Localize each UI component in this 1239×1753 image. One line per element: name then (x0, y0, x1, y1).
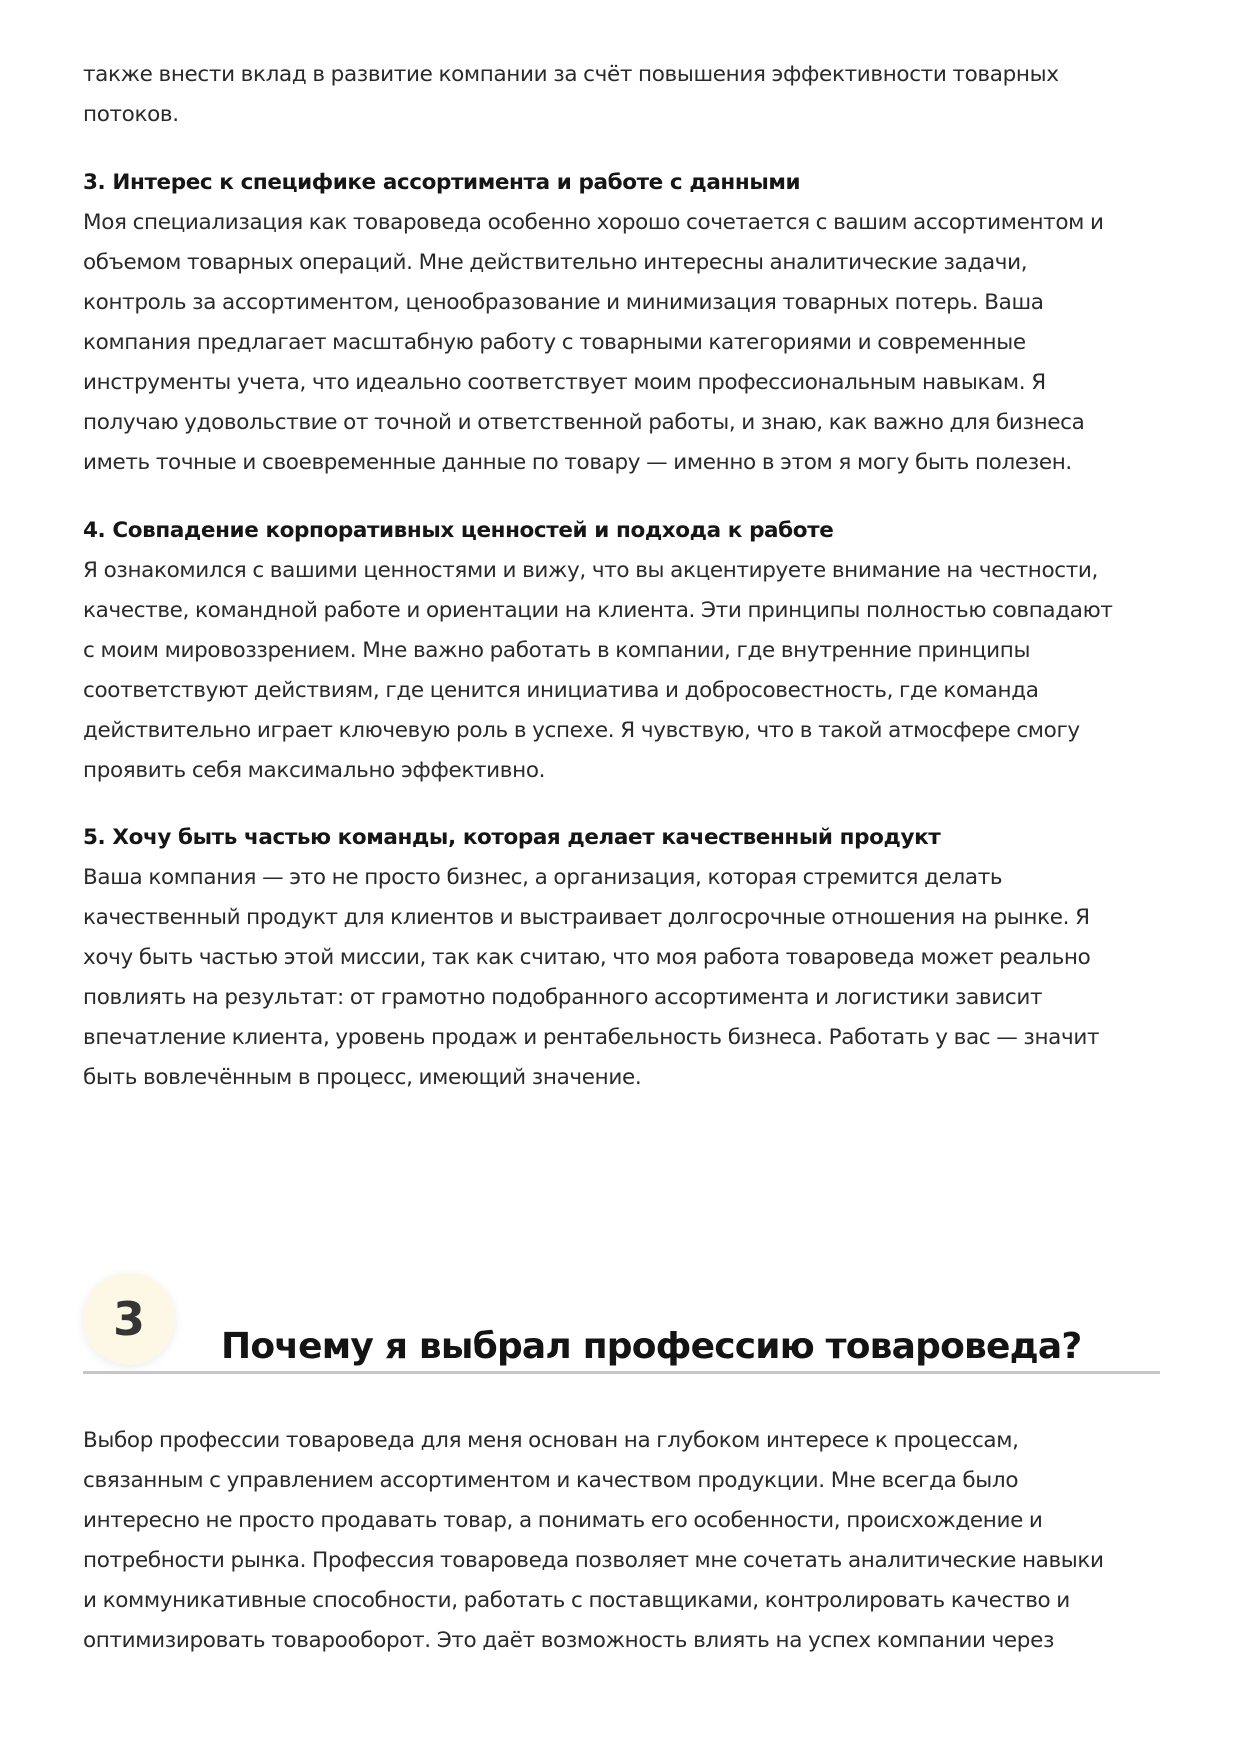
text-line: хочу быть частью этой миссии, так как считаю, что моя работа товароведа может реально (83, 945, 1091, 970)
text-line: оптимизировать товарооборот. Это даёт возможность влиять на успех компании через (83, 1628, 1055, 1653)
text-line: качестве, командной работе и ориентации на клиента. Эти принципы полностью совпадают (83, 598, 1113, 623)
reason-body (83, 551, 1173, 791)
text-line: проявить себя максимально эффективно. (83, 758, 546, 783)
text-line: действительно играет ключевую роль в успехе. Я чувствую, что в такой атмосфере смогу (83, 718, 1080, 743)
section-paragraph (83, 1421, 1173, 1661)
text-line: интересно не просто продавать товар, а понимать его особенности, происхождение и (83, 1508, 1043, 1533)
section-number-badge: 3 (83, 1273, 175, 1365)
reason-title: 3. Интерес к специфике ассортимента и работе с данными (83, 170, 801, 195)
text-line: связанным с управлением ассортиментом и качеством продукции. Мне всегда было (83, 1468, 1019, 1493)
reason-title: 5. Хочу быть частью команды, которая делает качественный продукт (83, 825, 941, 850)
text-line: контроль за ассортиментом, ценообразование и минимизация товарных потерь. Ваша (83, 290, 1044, 315)
text-line: Выбор профессии товароведа для меня основан на глубоком интересе к процессам, (83, 1428, 1019, 1453)
text-line: иметь точные и своевременные данные по товару — именно в этом я могу быть полезен. (83, 450, 1072, 475)
section-header (83, 1270, 1160, 1374)
text-line: объемом товарных операций. Мне действительно интересны аналитические задачи, (83, 250, 1028, 275)
text-line: с моим мировоззрением. Мне важно работать в компании, где внутренние принципы (83, 638, 1031, 663)
text-line: инструменты учета, что идеально соответствует моим профессиональным навыкам. Я (83, 370, 1046, 395)
text-line: компания предлагает масштабную работу с товарными категориями и современные (83, 330, 1026, 355)
text-line: Ваша компания — это не просто бизнес, а организация, которая стремится делать (83, 865, 1003, 890)
reason-block-3 (83, 163, 1173, 483)
reason-block-5 (83, 818, 1173, 1098)
text-line: также внести вклад в развитие компании за счёт повышения эффективности товарных (83, 62, 1059, 87)
section-title: Почему я выбрал профессию товароведа? (221, 1325, 1082, 1367)
section-divider (83, 1371, 1160, 1374)
text-line: и коммуникативные способности, работать с поставщиками, контролировать качество и (83, 1588, 1070, 1613)
text-line: Я ознакомился с вашими ценностями и вижу, что вы акцентируете внимание на честности, (83, 558, 1099, 583)
text-line: получаю удовольствие от точной и ответственной работы, и знаю, как важно для бизнеса (83, 410, 1085, 435)
text-line: Моя специализация как товароведа особенно хорошо сочетается с вашим ассортиментом и (83, 210, 1104, 235)
reason-body (83, 858, 1173, 1098)
text-line: быть вовлечённым в процесс, имеющий значение. (83, 1065, 642, 1090)
text-line: потоков. (83, 102, 179, 127)
reason-block-4 (83, 511, 1173, 791)
reason-body (83, 203, 1173, 483)
text-line: потребности рынка. Профессия товароведа позволяет мне сочетать аналитические навыки (83, 1548, 1104, 1573)
text-line: качественный продукт для клиентов и выстраивает долгосрочные отношения на рынке. Я (83, 905, 1090, 930)
text-line: впечатление клиента, уровень продаж и рентабельность бизнеса. Работать у вас — значит (83, 1025, 1100, 1050)
text-line: повлиять на результат: от грамотно подобранного ассортимента и логистики зависит (83, 985, 1043, 1010)
text-line: соответствуют действиям, где ценится инициатива и добросовестность, где команда (83, 678, 1039, 703)
intro-paragraph (83, 55, 1173, 135)
reason-title: 4. Совпадение корпоративных ценностей и подхода к работе (83, 518, 834, 543)
